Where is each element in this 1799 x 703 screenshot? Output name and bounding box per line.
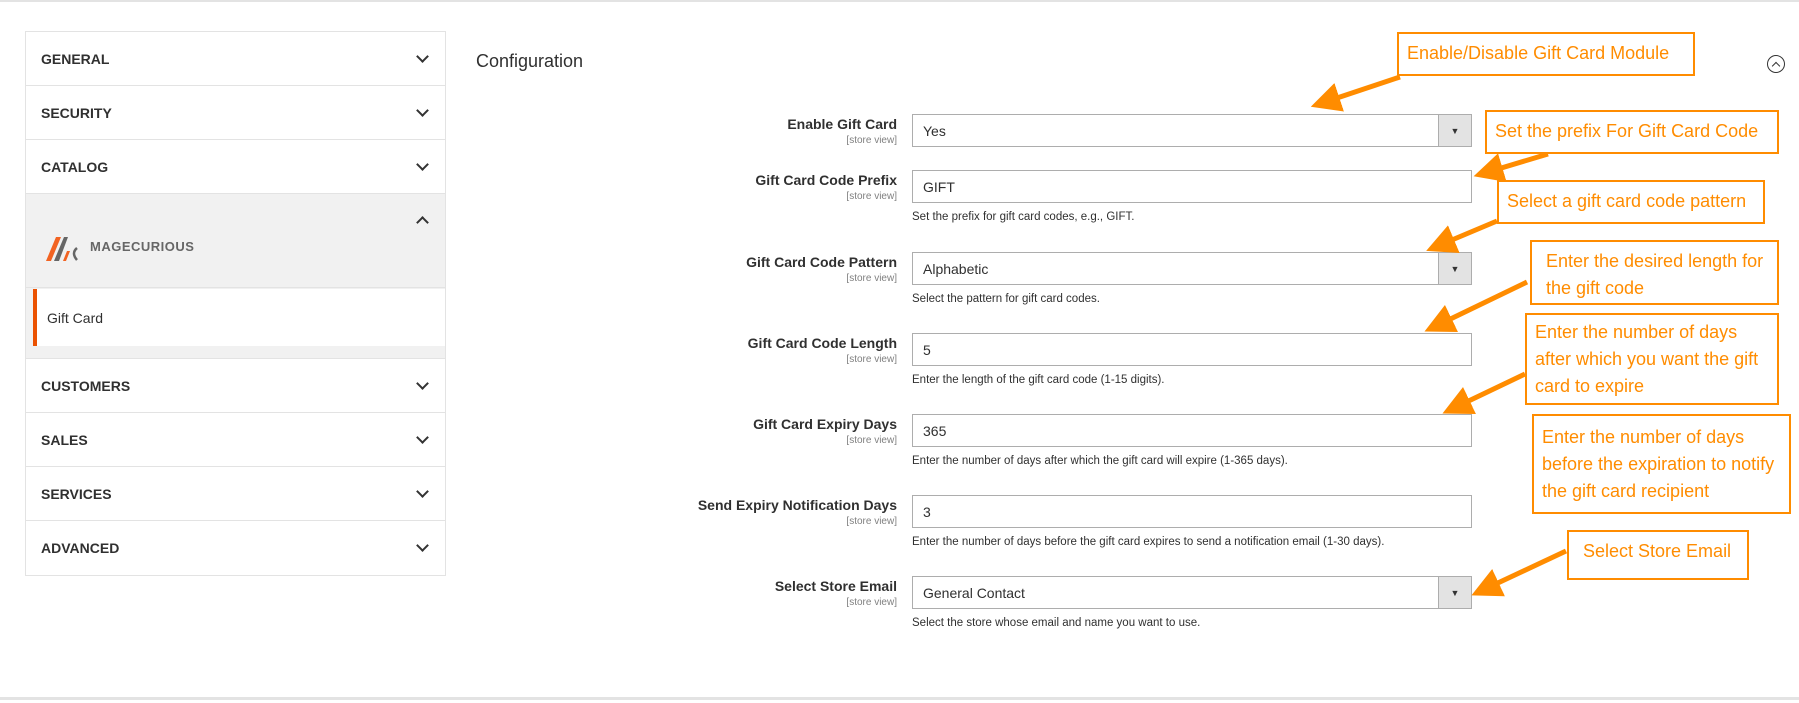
section-services[interactable] bbox=[26, 467, 445, 521]
dropdown-arrow-icon[interactable]: ▼ bbox=[1438, 115, 1471, 146]
label-text: Enable Gift Card bbox=[787, 116, 897, 132]
magecurious-logo-icon bbox=[46, 233, 82, 261]
dropdown-arrow-icon[interactable]: ▼ bbox=[1438, 577, 1471, 608]
store-email-select[interactable] bbox=[912, 576, 1472, 609]
label-text: Send Expiry Notification Days bbox=[697, 497, 897, 513]
section-label: CATALOG bbox=[41, 158, 109, 175]
field-label bbox=[748, 335, 897, 365]
scope-text: [store view] bbox=[846, 354, 897, 365]
section-label: CUSTOMERS bbox=[41, 377, 131, 394]
scope-text: [store view] bbox=[846, 135, 897, 146]
annotation-length: Enter the desired length for the gift code bbox=[1530, 240, 1779, 305]
chevron-down-icon bbox=[416, 431, 429, 444]
top-divider bbox=[0, 0, 1799, 2]
label-text: Gift Card Code Pattern bbox=[746, 254, 897, 270]
magecurious-logo bbox=[46, 206, 194, 287]
field-note: Set the prefix for gift card codes, e.g., GIFT. bbox=[912, 211, 1135, 223]
scope-text: [store view] bbox=[846, 191, 897, 202]
section-security[interactable] bbox=[26, 86, 445, 140]
field-label bbox=[755, 172, 897, 202]
code-prefix-input[interactable]: GIFT bbox=[912, 170, 1472, 203]
select-value: Alphabetic bbox=[923, 261, 989, 277]
field-label bbox=[787, 116, 897, 146]
chevron-up-icon bbox=[416, 216, 429, 229]
scope-text: [store view] bbox=[846, 516, 897, 527]
field-note: Enter the number of days before the gift card expires to send a notification email (1-30 days). bbox=[912, 536, 1385, 548]
notification-days-input[interactable]: 3 bbox=[912, 495, 1472, 528]
section-label: GENERAL bbox=[41, 50, 110, 67]
label-text: Gift Card Code Prefix bbox=[755, 172, 897, 188]
field-note: Select the store whose email and name you want to use. bbox=[912, 617, 1201, 629]
annotation-notification: Enter the number of days before the expiration to notify the gift card recipient bbox=[1532, 414, 1791, 514]
scope-text: [store view] bbox=[846, 435, 897, 446]
sidebar-item-gift-card[interactable]: Gift Card bbox=[33, 289, 445, 346]
section-sales[interactable] bbox=[26, 413, 445, 467]
code-length-input[interactable]: 5 bbox=[912, 333, 1472, 366]
field-label bbox=[698, 497, 897, 527]
field-label bbox=[753, 416, 897, 446]
chevron-down-icon bbox=[416, 104, 429, 117]
section-label: ADVANCED bbox=[41, 540, 120, 556]
section-advanced[interactable] bbox=[26, 521, 445, 575]
annotation-prefix: Set the prefix For Gift Card Code bbox=[1485, 110, 1779, 154]
chevron-down-icon bbox=[416, 485, 429, 498]
annotation-pattern: Select a gift card code pattern bbox=[1497, 180, 1765, 224]
field-note: Enter the length of the gift card code (1-15 digits). bbox=[912, 374, 1165, 386]
page-title: Configuration bbox=[476, 51, 584, 71]
field-note: Select the pattern for gift card codes. bbox=[912, 293, 1100, 305]
scope-text: [store view] bbox=[846, 273, 897, 284]
select-value: General Contact bbox=[923, 585, 1025, 601]
scope-text: [store view] bbox=[846, 597, 897, 608]
enable-gift-card-select[interactable] bbox=[912, 114, 1472, 147]
section-magecurious[interactable] bbox=[26, 194, 445, 288]
section-catalog[interactable] bbox=[26, 140, 445, 194]
config-sidebar bbox=[25, 31, 446, 576]
section-general[interactable] bbox=[26, 32, 445, 86]
collapse-section-icon[interactable] bbox=[1767, 55, 1785, 73]
section-label: SALES bbox=[41, 431, 88, 448]
brand-name: MAGECURIOUS bbox=[90, 239, 195, 254]
section-label: SECURITY bbox=[41, 104, 112, 121]
section-label: SERVICES bbox=[41, 485, 112, 502]
label-text: Gift Card Code Length bbox=[747, 335, 897, 351]
chevron-down-icon bbox=[416, 158, 429, 171]
chevron-down-icon bbox=[416, 377, 429, 390]
expiry-days-input[interactable]: 365 bbox=[912, 414, 1472, 447]
code-pattern-select[interactable] bbox=[912, 252, 1472, 285]
select-value: Yes bbox=[923, 123, 946, 139]
annotation-store-email: Select Store Email bbox=[1567, 530, 1749, 580]
section-customers[interactable] bbox=[26, 359, 445, 413]
field-label bbox=[775, 578, 897, 608]
label-text: Gift Card Expiry Days bbox=[753, 416, 897, 432]
dropdown-arrow-icon[interactable]: ▼ bbox=[1438, 253, 1471, 284]
annotation-expiry: Enter the number of days after which you want the gift card to expire bbox=[1525, 313, 1779, 405]
bottom-divider bbox=[0, 697, 1799, 700]
field-note: Enter the number of days after which the gift card will expire (1-365 days). bbox=[912, 455, 1288, 467]
annotation-enable: Enable/Disable Gift Card Module bbox=[1397, 32, 1695, 76]
chevron-down-icon bbox=[416, 539, 429, 552]
chevron-down-icon bbox=[416, 50, 429, 63]
submenu bbox=[26, 288, 445, 359]
field-label bbox=[746, 254, 897, 284]
label-text: Select Store Email bbox=[774, 578, 897, 594]
